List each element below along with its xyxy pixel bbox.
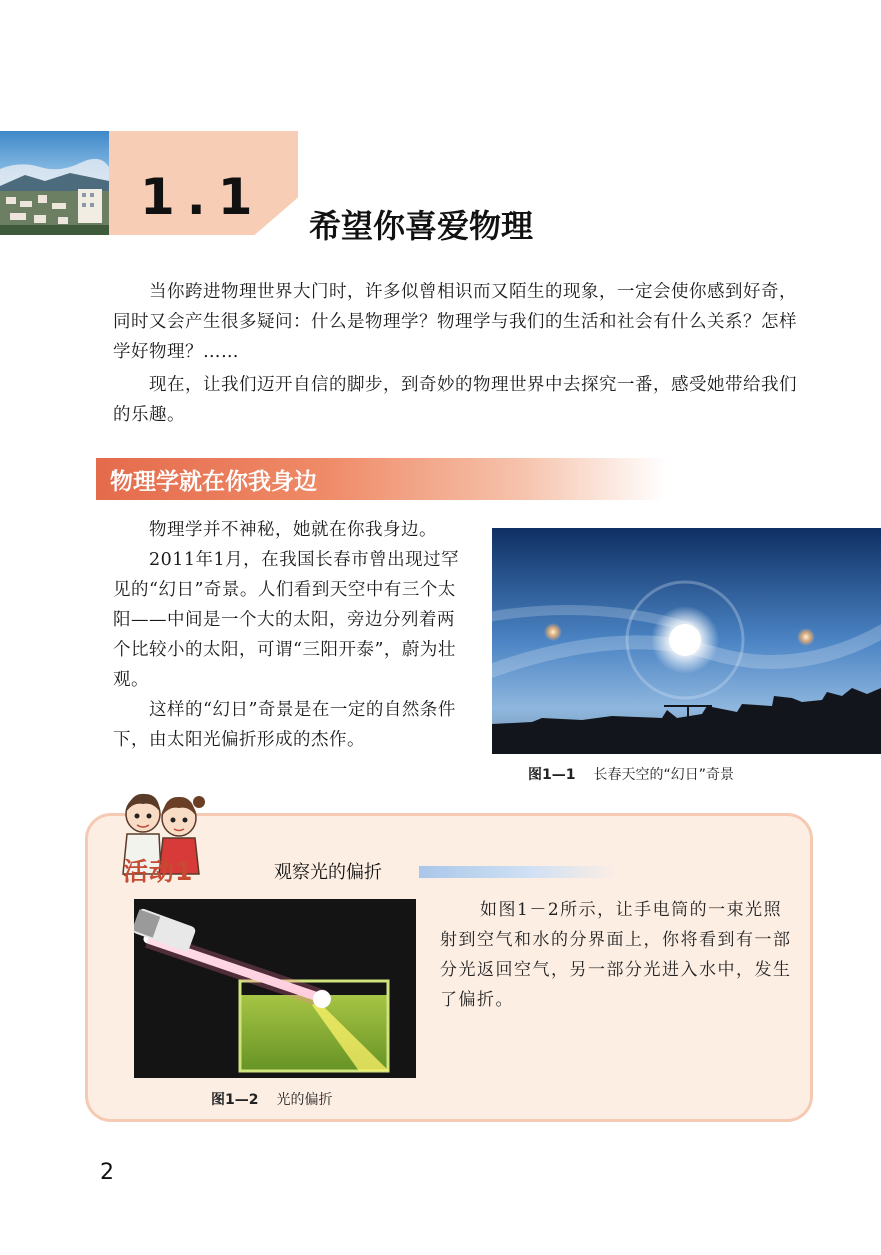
figure-1-1-text: 长春天空的“幻日”奇景 (593, 767, 734, 783)
activity-title-bar (419, 866, 619, 878)
header-landscape-photo (0, 131, 109, 235)
figure-1-1-caption (528, 764, 734, 784)
activity-label: 活动1 (123, 857, 194, 886)
section-number: 1.1 (140, 168, 265, 226)
sun-halo-photo (492, 528, 881, 754)
body-paragraph-3: 这样的“幻日”奇景是在一定的自然条件下，由太阳光偏折形成的杰作。 (113, 700, 456, 750)
subsection-heading: 物理学就在你我身边 (110, 469, 317, 495)
intro-paragraph-2: 现在，让我们迈开自信的脚步，到奇妙的物理世界中去探究一番，感受她带给我们的乐趣。 (113, 375, 797, 425)
body-paragraph-1: 物理学并不神秘，她就在你我身边。 (149, 520, 437, 540)
figure-1-2-label: 图1—2 (211, 1092, 259, 1108)
page-number: 2 (100, 1160, 114, 1185)
figure-1-1-label: 图1—1 (528, 767, 576, 783)
figure-1-2-text: 光的偏折 (276, 1092, 333, 1108)
figure-1-2-caption (211, 1089, 332, 1109)
section-title: 希望你喜爱物理 (309, 207, 534, 245)
activity-description: 如图1－2所示，让手电筒的一束光照射到空气和水的分界面上，你将看到有一部分光返回空气，另一部分光进入水中，发生了偏折。 (440, 900, 792, 1010)
light-refraction-photo (134, 899, 416, 1078)
body-paragraph-2: 2011年1月，在我国长春市曾出现过罕见的“幻日”奇景。人们看到天空中有三个太阳——中间是一个大的太阳，旁边分列着两个比较小的太阳，可谓“三阳开泰”，蔚为壮观。 (113, 550, 460, 690)
activity-title: 观察光的偏折 (274, 862, 382, 883)
intro-paragraph-1: 当你跨进物理世界大门时，许多似曾相识而又陌生的现象，一定会使你感到好奇，同时又会产生很多疑问：什么是物理学？物理学与我们的生活和社会有什么关系？怎样学好物理？…… (113, 282, 797, 362)
subsection-body (113, 515, 471, 755)
